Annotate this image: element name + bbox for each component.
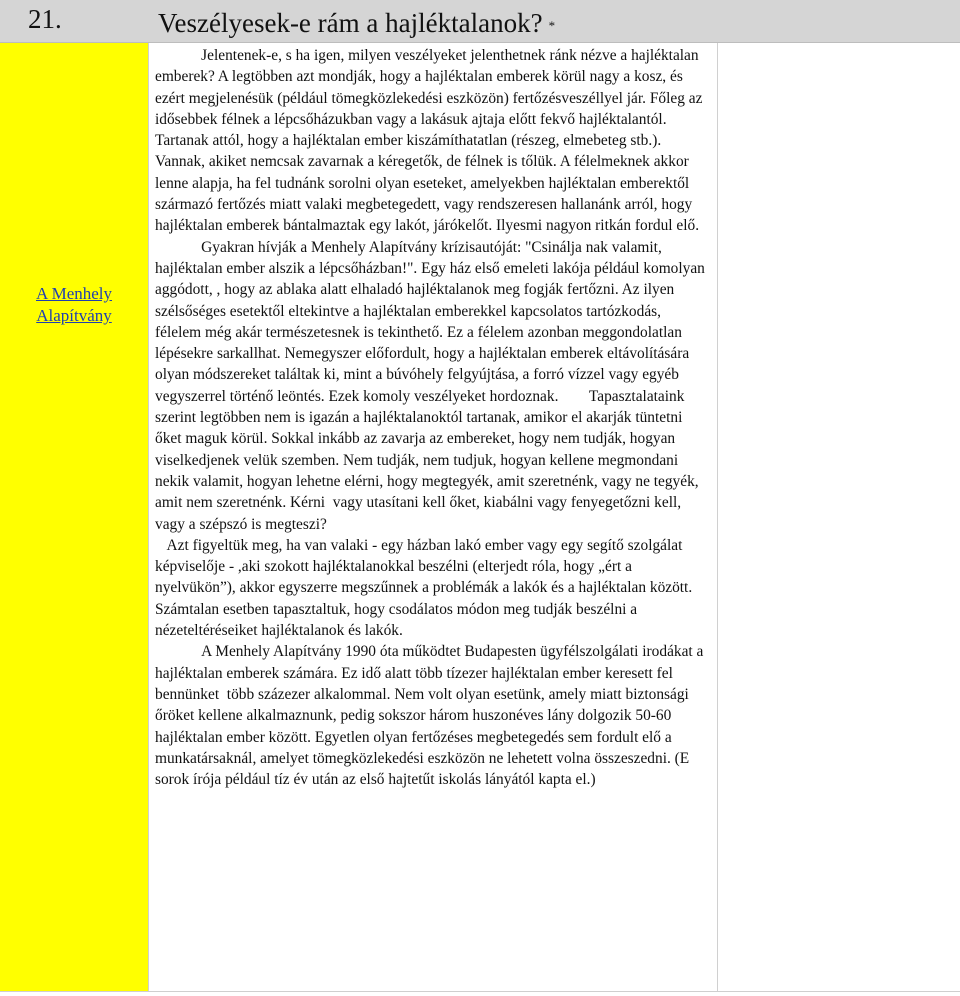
page-title-text: Veszélyesek-e rám a hajléktalanok? <box>158 8 543 38</box>
paragraph-3: Azt figyeltük meg, ha van valaki - egy házban lakó ember vagy egy segítő szolgálat képviselője - ,aki szokott hajléktalanokkal beszélni (elterjedt róla, hogy „ért a nyelvükön”), akkor egyszerre megszűnnek a problémák a lakók és a hajléktalan között. Számtalan esetben tapasztaltuk, hogy csodálatos módon meg tudják beszélni a nézeteltéréseiket hajléktalanok és lakók. <box>155 536 697 640</box>
right-column <box>717 43 960 991</box>
section-number: 21. <box>28 4 62 34</box>
paragraph-1: Jelentenek-e, s ha igen, milyen veszélyeket jelenthetnek ránk nézve a hajléktalan emberek? A legtöbben azt mondják, hogy a hajléktalan emberek körül nagy a kosz, és ezért megjelenésük (például tömegközlekedési eszközön) fertőzésveszéllyel jár. Főleg az idősebbek félnek a lépcsőházukban vagy a lakásuk ajtaja előtt fekvő hajléktalantól. Tartanak attól, hogy a hajléktalan ember kiszámíthatatlan (részeg, elmebeteg stb.). Vannak, akiket nemcsak zavarnak a kéregetők, de félnek is tőlük. A félelmeknek akkor lenne alapja, ha fel tudnánk sorolni olyan eseteket, amelyekben hajléktalan emberektől származó fertőzés miatt valaki megbetegedett, vagy rendszeresen hallanánk arról, hogy hajléktalan emberek bántalmaztak egy lakót, járókelőt. Ilyesmi nagyon ritkán fordul elő. <box>155 47 707 235</box>
page-title <box>158 8 555 39</box>
menhely-alapitvany-link[interactable]: A Menhely Alapítvány <box>35 284 113 325</box>
header-bar <box>0 0 960 43</box>
footnote-marker: * <box>548 17 556 33</box>
bottom-border <box>0 991 960 992</box>
paragraph-2: Gyakran hívják a Menhely Alapítvány krízisautóját: "Csinálja nak valamit, hajléktalan ember alszik a lépcsőházban!". Egy ház első emeleti lakója például komolyan aggódott, , hogy az ablaka alatt elhaladó hajléktalanok meg fogják fertőzni. Az ilyen szélsőséges esetektől eltekintve a hajléktalan emberekkel kapcsolatos tartózkodás, félelem még akár természetesnek is tekinthető. Ez a félelem azonban meggondolatlan lépésekre sarkallhat. Nemegyszer előfordult, hogy a hajléktalan emberek eltávolítására olyan módszereket találtak ki, mint a búvóhely felgyújtása, a forró vízzel vagy egyéb vegyszerrel történő leöntés. Ezek komoly veszélyeket hordoznak. Tapasztalataink szerint legtöbben nem is igazán a hajléktalanoktól tartanak, amikor el akarják tüntetni őket maguk körül. Sokkal inkább az zavarja az embereket, hogy nem tudják, hogyan viselkedjenek velük szemben. Nem tudják, nem tudjuk, hogyan kellene megmondani nekik valamit, hogyan lehetne elérni, hogy megtegyék, amit szeretnénk, vagy ne tegyék, amit nem szeretnénk. Kérni vagy utasítani kell őket, kiabálni vagy fenyegetőzni kell, vagy a szépszó is megteszi? <box>155 238 709 533</box>
article-body <box>155 45 710 790</box>
paragraph-4: A Menhely Alapítvány 1990 óta működtet Budapesten ügyfélszolgálati irodákat a hajléktalan emberek számára. Ez idő alatt több tízezer hajléktalan ember keresett fel bennünket több százezer alkalommal. Nem volt olyan esetünk, amely miatt biztonsági őröket kellene alkalmaznunk, pedig sokszor három huszonéves lány dolgozik 50-60 hajléktalan ember között. Egyetlen olyan fertőzéses megbetegedés sem fordult elő a munkatársaknál, amelyet tömegközlekedési eszközön ne lehetett volna összeszedni. (E sorok írója például tíz év után az első hajtetűt iskolás lányától kapta el.) <box>155 643 708 789</box>
sidebar <box>0 43 149 991</box>
